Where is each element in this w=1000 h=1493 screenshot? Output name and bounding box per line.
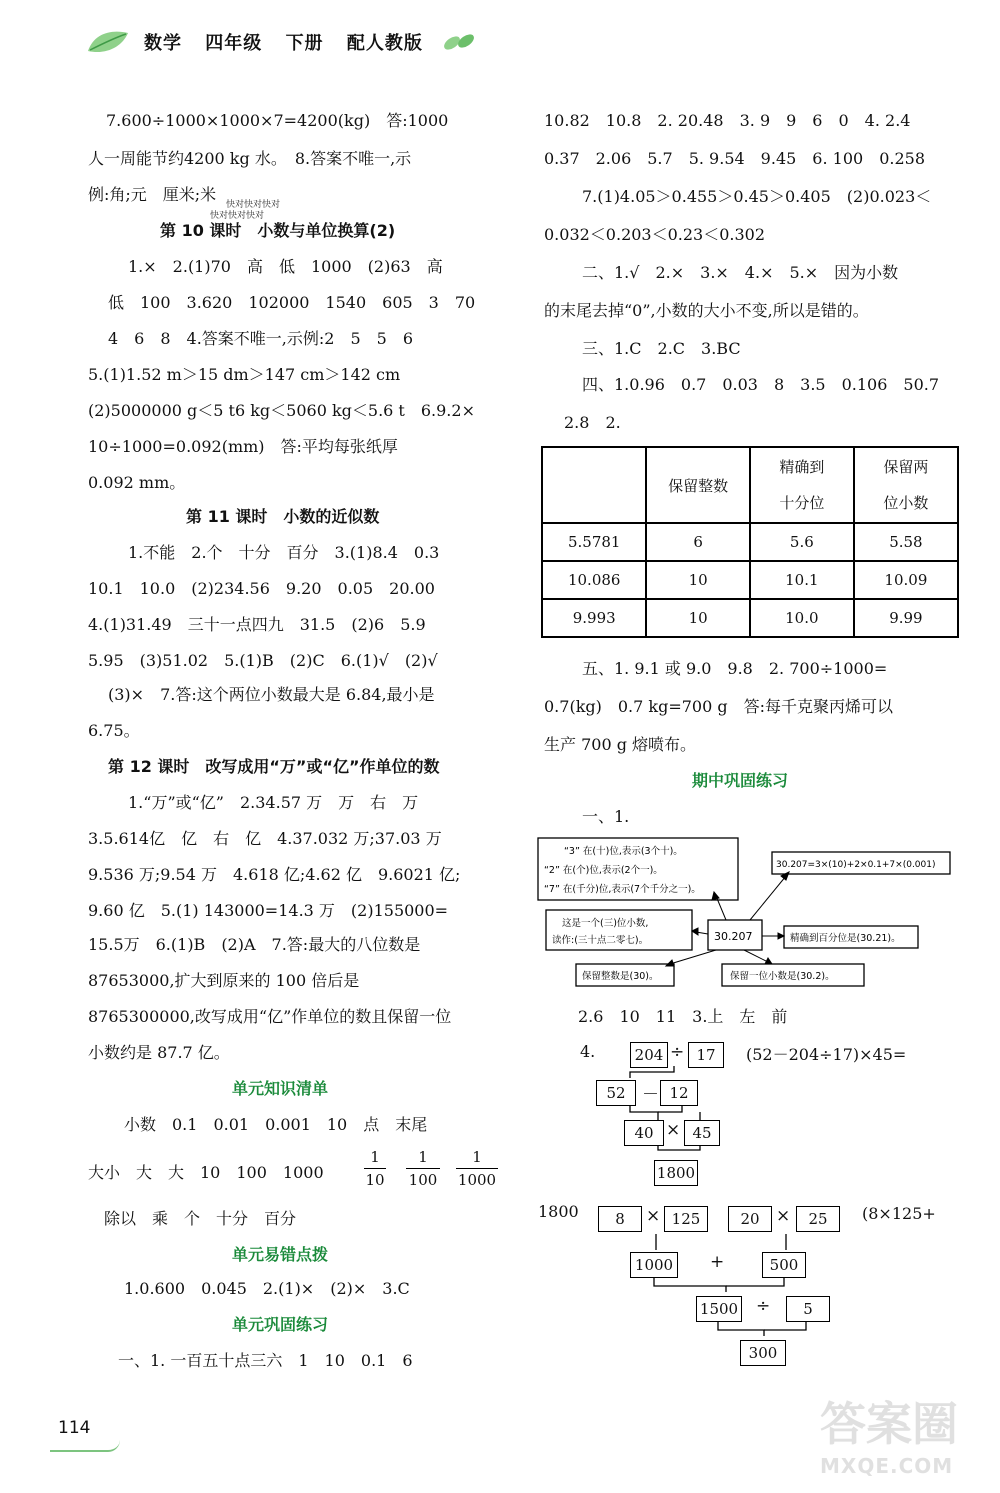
concept-diagram bbox=[536, 836, 956, 996]
operator: － bbox=[642, 1085, 659, 1105]
text-line: 2.8 2. bbox=[564, 413, 621, 432]
operator: × bbox=[646, 1206, 661, 1226]
diagram-text: 保留整数是(30)。 bbox=[582, 971, 659, 982]
tree-box: 1000 bbox=[630, 1252, 678, 1278]
tree-box: 1800 bbox=[654, 1160, 698, 1186]
tree-box: 1500 bbox=[696, 1296, 742, 1322]
fraction-denominator: 1000 bbox=[457, 1171, 497, 1189]
table-cell: 5.6 bbox=[750, 523, 854, 561]
text-line: 10÷1000=0.092(mm) 答:平均每张纸厚 bbox=[88, 437, 398, 456]
tree-box: 40 bbox=[624, 1120, 664, 1146]
fraction-denominator: 100 bbox=[408, 1171, 438, 1189]
table-cell: 6 bbox=[646, 523, 749, 561]
text-line: 1.0.600 0.045 2.(1)× (2)× 3.C bbox=[124, 1279, 410, 1298]
leaf-icon bbox=[86, 27, 130, 57]
tree-box: 20 bbox=[728, 1206, 772, 1232]
operator: × bbox=[776, 1206, 791, 1226]
header-edition: 配人教版 bbox=[346, 33, 423, 54]
table-cell: 10.086 bbox=[542, 561, 646, 599]
text-line: 87653000,扩大到原来的 100 倍后是 bbox=[88, 971, 360, 990]
text-line: 1800 bbox=[538, 1202, 579, 1221]
text-line: 四、1.0.96 0.7 0.03 8 3.5 0.106 50.7 bbox=[582, 375, 940, 394]
text-line: 0.37 2.06 5.7 5. 9.54 9.45 6. 100 0.258 bbox=[544, 149, 925, 168]
text-line: 人一周能节约4200 kg 水。 8.答案不唯一,示 bbox=[88, 149, 412, 168]
text-line: (3)× 7.答:这个两位小数最大是 6.84,最小是 bbox=[108, 685, 435, 704]
text-line: 7.600÷1000×1000×7=4200(kg) 答:1000 bbox=[106, 111, 449, 130]
diagram-text: 读作:(三十点二零七)。 bbox=[552, 935, 649, 946]
text-line: 除以 乘 个 十分 百分 bbox=[104, 1209, 297, 1228]
text-line: 1.不能 2.个 十分 百分 3.(1)8.4 0.3 bbox=[128, 543, 440, 562]
table-header-row bbox=[542, 447, 958, 523]
fraction bbox=[456, 1148, 498, 1189]
watermark bbox=[820, 1388, 970, 1488]
text-line: 1.“万”或“亿” 2.34.57 万 万 右 万 bbox=[128, 793, 419, 812]
text-line: 15.5万 6.(1)B (2)A 7.答:最大的八位数是 bbox=[88, 935, 421, 954]
text-line: 小数约是 87.7 亿。 bbox=[88, 1043, 230, 1062]
table-cell: 10.09 bbox=[854, 561, 958, 599]
section-heading: 第 10 课时 小数与单位换算(2) bbox=[160, 221, 396, 240]
diagram-center: 30.207 bbox=[714, 930, 753, 943]
text-line: 6.75。 bbox=[88, 721, 140, 740]
text-line: (2)5000000 g＜5 t6 kg＜5060 kg＜5.6 t 6.9.2× bbox=[88, 401, 475, 420]
fraction-denominator: 10 bbox=[365, 1171, 385, 1189]
operator: + bbox=[710, 1252, 725, 1272]
text-line: 5.(1)1.52 m＞15 dm＞147 cm＞142 cm bbox=[88, 365, 401, 384]
text-line: 10.1 10.0 (2)234.56 9.20 0.05 20.00 bbox=[88, 579, 435, 598]
watermark-logo: 答案圈 bbox=[820, 1397, 958, 1451]
scribble: 快对快对快对 bbox=[226, 200, 281, 210]
table-cell: 5.5781 bbox=[542, 523, 646, 561]
text-line: 一、1. 一百五十点三六 1 10 0.1 6 bbox=[118, 1351, 413, 1370]
text-line: 1.× 2.(1)70 高 低 1000 (2)63 高 bbox=[128, 257, 443, 276]
text-line: 4.(1)31.49 三十一点四九 31.5 (2)6 5.9 bbox=[88, 615, 426, 634]
text-line: 10.82 10.8 2. 20.48 3. 9 9 6 0 4. 2.4 bbox=[544, 111, 911, 130]
diagram-text: 精确到百分位是(30.21)。 bbox=[790, 933, 901, 944]
table-row bbox=[542, 561, 958, 599]
text-line: 3.5.614亿 亿 右 亿 4.37.032 万;37.03 万 bbox=[88, 829, 442, 848]
expression: (8×125+ bbox=[862, 1204, 936, 1223]
expression: (52－204÷17)×45= bbox=[746, 1045, 907, 1064]
table-header-cell: 精确到 十分位 bbox=[750, 447, 854, 523]
tree-box: 8 bbox=[598, 1206, 642, 1232]
scribble: 快对快对快对 bbox=[210, 211, 265, 221]
header-volume: 下册 bbox=[285, 33, 324, 54]
text-line: 2.6 10 11 3.上 左 前 bbox=[578, 1007, 788, 1026]
text-line: 0.032＜0.203＜0.23＜0.302 bbox=[544, 225, 766, 244]
header-title bbox=[144, 29, 439, 55]
tree-box: 500 bbox=[762, 1252, 806, 1278]
operator: × bbox=[666, 1120, 681, 1140]
tree-box: 17 bbox=[688, 1042, 724, 1068]
watermark-url: MXQE.COM bbox=[820, 1454, 954, 1478]
page-number-underline bbox=[50, 1440, 120, 1452]
text-line: 7.(1)4.05＞0.455＞0.45＞0.405 (2)0.023＜ bbox=[582, 187, 932, 206]
header-subject: 数学 bbox=[144, 33, 182, 54]
tree-box: 5 bbox=[786, 1296, 830, 1322]
header-grade: 四年级 bbox=[205, 33, 263, 54]
operator: ÷ bbox=[756, 1296, 771, 1316]
tree-box: 45 bbox=[684, 1120, 720, 1146]
section-heading-green: 单元巩固练习 bbox=[232, 1315, 329, 1334]
table-header-cell: 保留整数 bbox=[646, 447, 749, 523]
text-line: 0.7(kg) 0.7 kg=700 g 答:每千克聚丙烯可以 bbox=[544, 697, 894, 716]
rounding-table bbox=[541, 446, 959, 638]
section-heading-green: 单元易错点拨 bbox=[232, 1245, 329, 1264]
page-number: 114 bbox=[58, 1418, 91, 1438]
table-cell: 10 bbox=[646, 599, 749, 637]
diagram-text: “2” 在(个)位,表示(2个一)。 bbox=[544, 865, 663, 876]
tree-box: 12 bbox=[660, 1080, 698, 1106]
diagram-text: 这是一个(三)位小数, bbox=[562, 918, 649, 929]
page-header bbox=[86, 22, 477, 62]
operator: ÷ bbox=[670, 1042, 685, 1062]
table-cell: 10.0 bbox=[750, 599, 854, 637]
diagram-text: 保留一位小数是(30.2)。 bbox=[730, 971, 835, 982]
tree-box: 300 bbox=[740, 1340, 786, 1366]
question-number: 4. bbox=[580, 1042, 596, 1061]
tree-box: 52 bbox=[596, 1080, 636, 1106]
text-line: 一、1. bbox=[582, 807, 630, 826]
tree-box: 25 bbox=[796, 1206, 840, 1232]
diagram-text: “3” 在(十)位,表示(3个十)。 bbox=[564, 846, 683, 857]
tree-box: 204 bbox=[630, 1042, 668, 1068]
text-line: 9.60 亿 5.(1) 143000=14.3 万 (2)155000= bbox=[88, 901, 449, 920]
text-line: 8765300000,改写成用“亿”作单位的数且保留一位 bbox=[88, 1007, 452, 1026]
section-heading-green: 单元知识清单 bbox=[232, 1079, 329, 1098]
text-line: 0.092 mm。 bbox=[88, 473, 186, 492]
text-line: 4 6 8 4.答案不唯一,示例:2 5 5 6 bbox=[108, 329, 414, 348]
table-header-cell bbox=[542, 447, 646, 523]
tree-box: 125 bbox=[664, 1206, 708, 1232]
section-heading-green: 期中巩固练习 bbox=[692, 771, 789, 790]
table-cell: 5.58 bbox=[854, 523, 958, 561]
section-heading: 第 12 课时 改写成用“万”或“亿”作单位的数 bbox=[108, 757, 440, 776]
diagram-text: 30.207=3×(10)+2×0.1+7×(0.001) bbox=[776, 860, 936, 870]
text-line: 五、1. 9.1 或 9.0 9.8 2. 700÷1000= bbox=[582, 659, 888, 678]
table-cell: 9.993 bbox=[542, 599, 646, 637]
diagram-text: “7” 在(千分)位,表示(7个千分之一)。 bbox=[544, 884, 701, 895]
fraction-numerator: 1 bbox=[472, 1148, 482, 1166]
text-line: 三、1.C 2.C 3.BC bbox=[582, 339, 741, 358]
text-line: 小数 0.1 0.01 0.001 10 点 末尾 bbox=[124, 1115, 428, 1134]
table-cell: 10.1 bbox=[750, 561, 854, 599]
fraction-numerator: 1 bbox=[370, 1148, 380, 1166]
text-line: 的末尾去掉“0”,小数的大小不变,所以是错的。 bbox=[544, 301, 869, 320]
table-header-cell: 保留两 位小数 bbox=[854, 447, 958, 523]
section-heading: 第 11 课时 小数的近似数 bbox=[186, 507, 380, 526]
table-row bbox=[542, 599, 958, 637]
text-line: 9.536 万;9.54 万 4.618 亿;4.62 亿 9.6021 亿; bbox=[88, 865, 461, 884]
text-line: 生产 700 g 熔喷布。 bbox=[544, 735, 697, 754]
text-line: 例:角;元 厘米;米 bbox=[88, 185, 217, 204]
fraction-numerator: 1 bbox=[418, 1148, 428, 1166]
fraction bbox=[364, 1148, 386, 1189]
text-line: 5.95 (3)51.02 5.(1)B (2)C 6.(1)√ (2)√ bbox=[88, 651, 438, 670]
text-line: 低 100 3.620 102000 1540 605 3 70 bbox=[108, 293, 476, 312]
table-cell: 10 bbox=[646, 561, 749, 599]
fraction bbox=[406, 1148, 440, 1189]
small-leaves-icon bbox=[441, 31, 477, 53]
table-cell: 9.99 bbox=[854, 599, 958, 637]
table-row bbox=[542, 523, 958, 561]
text-line: 大小 大 大 10 100 1000 bbox=[88, 1163, 324, 1182]
text-line: 二、1.√ 2.× 3.× 4.× 5.× 因为小数 bbox=[582, 263, 899, 282]
